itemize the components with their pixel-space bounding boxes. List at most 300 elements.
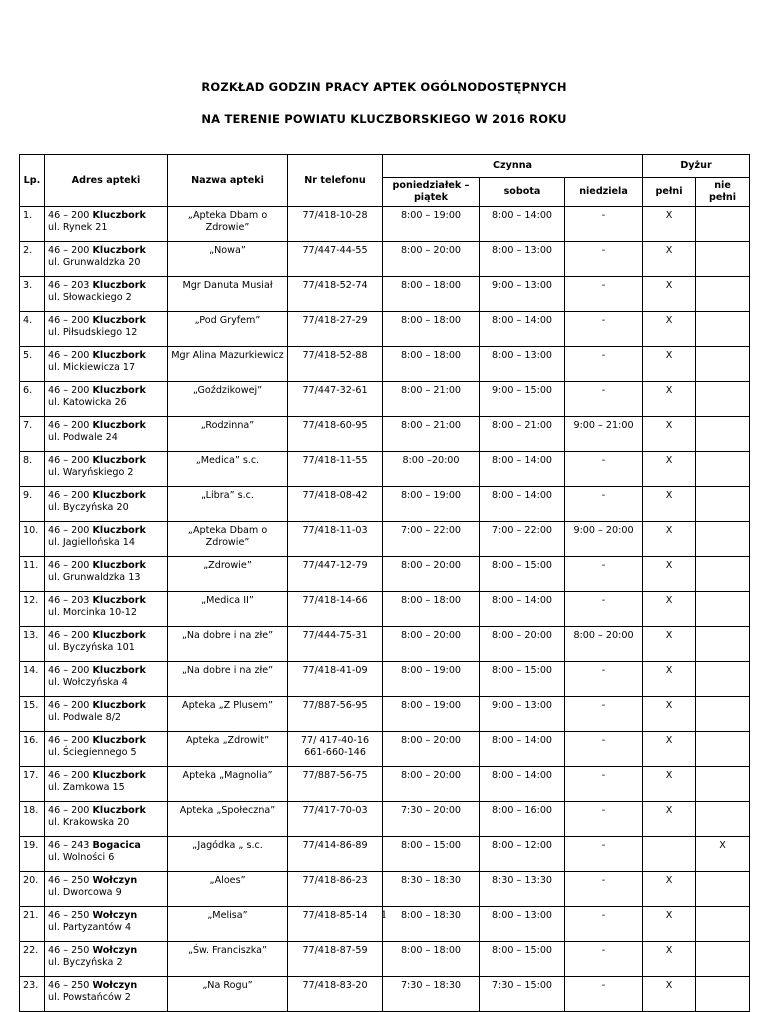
row-not-on-duty [696,592,750,627]
row-phone: 77/418-52-88 [288,347,383,382]
row-sunday-hours: - [565,837,643,872]
row-saturday-hours: 8:00 – 15:00 [480,557,565,592]
row-pharmacy-name: Mgr Danuta Musiał [168,277,288,312]
table-row [20,942,750,977]
row-phone: 77/447-32-61 [288,382,383,417]
city-name: Kluczbork [92,315,146,326]
postal-code: 46 – 200 [48,805,93,816]
row-lp: 21. [20,907,45,942]
row-saturday-hours: 9:00 – 13:00 [480,277,565,312]
row-sunday-hours: - [565,697,643,732]
row-sunday-hours: - [565,802,643,837]
row-saturday-hours: 8:30 – 13:30 [480,872,565,907]
row-address [45,522,168,557]
row-on-duty: X [643,872,696,907]
table-row [20,802,750,837]
street: ul. Podwale 24 [48,432,118,443]
row-address [45,277,168,312]
row-on-duty: X [643,907,696,942]
row-lp: 23. [20,977,45,1012]
postal-code: 46 – 250 [48,980,93,991]
row-lp: 17. [20,767,45,802]
postal-code: 46 – 200 [48,455,93,466]
row-sunday-hours: 8:00 – 20:00 [565,627,643,662]
street: ul. Krakowska 20 [48,817,130,828]
row-address [45,872,168,907]
city-name: Kluczbork [92,525,146,536]
row-pharmacy-name: „Zdrowie” [168,557,288,592]
row-pharmacy-name: „Libra” s.c. [168,487,288,522]
row-not-on-duty [696,487,750,522]
row-saturday-hours: 8:00 – 13:00 [480,242,565,277]
row-weekday-hours: 8:00 – 18:30 [383,907,480,942]
row-address [45,802,168,837]
table-row [20,872,750,907]
row-pharmacy-name: „Aloes” [168,872,288,907]
row-saturday-hours: 8:00 – 12:00 [480,837,565,872]
row-phone: 77/418-11-03 [288,522,383,557]
row-on-duty: X [643,767,696,802]
row-phone: 77/418-41-09 [288,662,383,697]
row-weekday-hours: 8:00 – 19:00 [383,662,480,697]
row-on-duty: X [643,417,696,452]
postal-code: 46 – 200 [48,735,93,746]
row-saturday-hours: 8:00 – 14:00 [480,312,565,347]
table-row [20,417,750,452]
row-on-duty [643,837,696,872]
row-lp: 14. [20,662,45,697]
postal-code: 46 – 200 [48,525,93,536]
street: ul. Mickiewicza 17 [48,362,136,373]
row-on-duty: X [643,452,696,487]
street: ul. Rynek 21 [48,222,108,233]
row-address [45,347,168,382]
row-saturday-hours: 8:00 – 14:00 [480,732,565,767]
row-sunday-hours: - [565,557,643,592]
postal-code: 46 – 200 [48,245,93,256]
row-phone: 77/418-08-42 [288,487,383,522]
row-weekday-hours: 8:00 – 21:00 [383,382,480,417]
row-weekday-hours: 8:30 – 18:30 [383,872,480,907]
row-saturday-hours: 8:00 – 20:00 [480,627,565,662]
row-pharmacy-name: „Medica” s.c. [168,452,288,487]
row-saturday-hours: 8:00 – 15:00 [480,942,565,977]
row-address [45,242,168,277]
table-row [20,767,750,802]
row-not-on-duty [696,382,750,417]
street: ul. Wołczyńska 4 [48,677,128,688]
street: ul. Powstańców 2 [48,992,131,1003]
postal-code: 46 – 200 [48,770,93,781]
street: ul. Byczyńska 2 [48,957,123,968]
row-weekday-hours: 7:00 – 22:00 [383,522,480,557]
postal-code: 46 – 200 [48,315,93,326]
row-sunday-hours: - [565,592,643,627]
row-pharmacy-name: „Św. Franciszka” [168,942,288,977]
postal-code: 46 – 200 [48,385,93,396]
postal-code: 46 – 250 [48,875,93,886]
row-on-duty: X [643,802,696,837]
row-sunday-hours: - [565,242,643,277]
city-name: Kluczbork [92,770,146,781]
row-lp: 16. [20,732,45,767]
city-name: Kluczbork [92,595,146,606]
row-address [45,417,168,452]
row-phone: 77/ 417-40-16 661-660-146 [288,732,383,767]
street: ul. Katowicka 26 [48,397,127,408]
pharmacy-table [19,154,750,1012]
row-lp: 15. [20,697,45,732]
row-phone: 77/418-14-66 [288,592,383,627]
table-row [20,452,750,487]
row-weekday-hours: 8:00 – 19:00 [383,487,480,522]
row-not-on-duty [696,417,750,452]
table-row [20,662,750,697]
table-row [20,277,750,312]
row-not-on-duty [696,942,750,977]
row-on-duty: X [643,557,696,592]
row-sunday-hours: - [565,942,643,977]
row-address [45,977,168,1012]
page-number: 1 [380,910,388,921]
postal-code: 46 – 200 [48,630,93,641]
row-not-on-duty [696,277,750,312]
row-on-duty: X [643,277,696,312]
table-row [20,347,750,382]
postal-code: 46 – 200 [48,560,93,571]
street: ul. Zamkowa 15 [48,782,125,793]
row-phone: 77/444-75-31 [288,627,383,662]
row-saturday-hours: 7:00 – 22:00 [480,522,565,557]
row-lp: 11. [20,557,45,592]
table-row [20,242,750,277]
row-lp: 3. [20,277,45,312]
postal-code: 46 – 243 [48,840,93,851]
city-name: Kluczbork [92,280,146,291]
header-duty: Dyżur [643,155,750,178]
row-weekday-hours: 8:00 – 18:00 [383,942,480,977]
row-address [45,837,168,872]
postal-code: 46 – 250 [48,945,93,956]
row-pharmacy-name: Mgr Alina Mazurkiewicz [168,347,288,382]
row-pharmacy-name: „Nowa” [168,242,288,277]
row-on-duty: X [643,697,696,732]
city-name: Kluczbork [92,630,146,641]
row-pharmacy-name: „Medica II” [168,592,288,627]
row-on-duty: X [643,662,696,697]
row-saturday-hours: 9:00 – 13:00 [480,697,565,732]
city-name: Kluczbork [92,700,146,711]
street: ul. Piłsudskiego 12 [48,327,138,338]
row-saturday-hours: 8:00 – 14:00 [480,207,565,242]
table-row [20,557,750,592]
row-pharmacy-name: „Rodzinna” [168,417,288,452]
row-lp: 2. [20,242,45,277]
row-saturday-hours: 8:00 – 14:00 [480,592,565,627]
row-pharmacy-name: „Na dobre i na złe” [168,627,288,662]
row-pharmacy-name: „Apteka Dbam o Zdrowie” [168,522,288,557]
row-sunday-hours: - [565,732,643,767]
row-sunday-hours: - [565,452,643,487]
street: ul. Partyzantów 4 [48,922,132,933]
row-lp: 19. [20,837,45,872]
header-open: Czynna [383,155,643,178]
document-subtitle: NA TERENIE POWIATU KLUCZBORSKIEGO W 2016 ROKU [201,112,567,126]
postal-code: 46 – 200 [48,700,93,711]
row-address [45,732,168,767]
table-row [20,837,750,872]
row-on-duty: X [643,487,696,522]
city-name: Kluczbork [92,210,146,221]
row-weekday-hours: 8:00 – 20:00 [383,767,480,802]
row-weekday-hours: 8:00 – 20:00 [383,557,480,592]
row-lp: 5. [20,347,45,382]
row-not-on-duty [696,522,750,557]
city-name: Wołczyn [92,910,138,921]
row-phone: 77/447-44-55 [288,242,383,277]
row-address [45,312,168,347]
row-weekday-hours: 8:00 – 15:00 [383,837,480,872]
row-saturday-hours: 7:30 – 15:00 [480,977,565,1012]
city-name: Kluczbork [92,245,146,256]
row-sunday-hours: - [565,487,643,522]
row-saturday-hours: 8:00 – 15:00 [480,662,565,697]
city-name: Wołczyn [92,980,138,991]
city-name: Wołczyn [92,945,138,956]
row-not-on-duty [696,767,750,802]
row-phone: 77/418-60-95 [288,417,383,452]
row-address [45,207,168,242]
row-saturday-hours: 8:00 – 13:00 [480,907,565,942]
street: ul. Jagiellońska 14 [48,537,136,548]
row-not-on-duty [696,312,750,347]
row-pharmacy-name: „Jagódka „ s.c. [168,837,288,872]
postal-code: 46 – 203 [48,595,93,606]
row-saturday-hours: 8:00 – 21:00 [480,417,565,452]
row-pharmacy-name: „Na dobre i na złe” [168,662,288,697]
row-phone: 77/887-56-95 [288,697,383,732]
row-not-on-duty [696,557,750,592]
row-sunday-hours: - [565,207,643,242]
row-lp: 4. [20,312,45,347]
postal-code: 46 – 200 [48,350,93,361]
postal-code: 46 – 203 [48,280,93,291]
header-address: Adres apteki [45,155,168,207]
row-address [45,592,168,627]
row-saturday-hours: 8:00 – 16:00 [480,802,565,837]
row-sunday-hours: - [565,277,643,312]
row-lp: 8. [20,452,45,487]
table-row [20,697,750,732]
row-saturday-hours: 8:00 – 14:00 [480,487,565,522]
row-on-duty: X [643,382,696,417]
row-on-duty: X [643,242,696,277]
table-row [20,732,750,767]
row-address [45,627,168,662]
row-weekday-hours: 8:00 – 19:00 [383,207,480,242]
header-not-on-duty: nie pełni [696,178,750,207]
city-name: Kluczbork [92,350,146,361]
row-saturday-hours: 9:00 – 15:00 [480,382,565,417]
row-sunday-hours: - [565,382,643,417]
row-not-on-duty [696,732,750,767]
row-pharmacy-name: Apteka „Społeczna” [168,802,288,837]
table-row [20,627,750,662]
row-on-duty: X [643,732,696,767]
street: ul. Byczyńska 20 [48,502,129,513]
row-lp: 22. [20,942,45,977]
row-sunday-hours: - [565,872,643,907]
table-row [20,382,750,417]
row-pharmacy-name: Apteka „Zdrowit” [168,732,288,767]
row-address [45,697,168,732]
row-pharmacy-name: „Melisa” [168,907,288,942]
document-title: ROZKŁAD GODZIN PRACY APTEK OGÓLNODOSTĘPNYCH [201,80,567,94]
row-weekday-hours: 8:00 – 20:00 [383,242,480,277]
row-address [45,767,168,802]
row-lp: 10. [20,522,45,557]
header-name: Nazwa apteki [168,155,288,207]
table-row [20,522,750,557]
row-saturday-hours: 8:00 – 13:00 [480,347,565,382]
row-phone: 77/418-52-74 [288,277,383,312]
row-lp: 12. [20,592,45,627]
row-lp: 7. [20,417,45,452]
row-sunday-hours: - [565,347,643,382]
row-phone: 77/418-86-23 [288,872,383,907]
table-row [20,592,750,627]
row-address [45,382,168,417]
table-row [20,977,750,1012]
city-name: Kluczbork [92,560,146,571]
row-weekday-hours: 7:30 – 18:30 [383,977,480,1012]
table-row [20,312,750,347]
row-lp: 13. [20,627,45,662]
row-lp: 6. [20,382,45,417]
row-sunday-hours: - [565,907,643,942]
row-not-on-duty [696,662,750,697]
row-not-on-duty [696,627,750,662]
row-weekday-hours: 8:00 – 19:00 [383,697,480,732]
postal-code: 46 – 200 [48,420,93,431]
street: ul. Ściegiennego 5 [48,747,137,758]
table-body [20,207,750,1012]
header-phone: Nr telefonu [288,155,383,207]
row-weekday-hours: 7:30 – 20:00 [383,802,480,837]
row-phone: 77/418-27-29 [288,312,383,347]
row-saturday-hours: 8:00 – 14:00 [480,767,565,802]
street: ul. Byczyńska 101 [48,642,135,653]
row-lp: 1. [20,207,45,242]
city-name: Kluczbork [92,420,146,431]
row-on-duty: X [643,977,696,1012]
row-pharmacy-name: „Goździkowej” [168,382,288,417]
row-phone: 77/418-11-55 [288,452,383,487]
postal-code: 46 – 250 [48,910,93,921]
row-not-on-duty: X [696,837,750,872]
row-address [45,557,168,592]
table-row [20,487,750,522]
row-weekday-hours: 8:00 – 18:00 [383,277,480,312]
row-pharmacy-name: „Apteka Dbam o Zdrowie” [168,207,288,242]
city-name: Bogacica [92,840,141,851]
row-not-on-duty [696,872,750,907]
row-phone: 77/447-12-79 [288,557,383,592]
city-name: Kluczbork [92,805,146,816]
header-weekday: poniedziałek – piątek [383,178,480,207]
row-not-on-duty [696,242,750,277]
row-phone: 77/887-56-75 [288,767,383,802]
row-lp: 18. [20,802,45,837]
row-phone: 77/418-83-20 [288,977,383,1012]
row-sunday-hours: - [565,767,643,802]
row-saturday-hours: 8:00 – 14:00 [480,452,565,487]
city-name: Wołczyn [92,875,138,886]
row-not-on-duty [696,697,750,732]
row-not-on-duty [696,347,750,382]
row-phone: 77/418-10-28 [288,207,383,242]
row-on-duty: X [643,627,696,662]
row-sunday-hours: 9:00 – 20:00 [565,522,643,557]
row-weekday-hours: 8:00 – 20:00 [383,627,480,662]
row-sunday-hours: - [565,662,643,697]
city-name: Kluczbork [92,455,146,466]
city-name: Kluczbork [92,385,146,396]
row-on-duty: X [643,207,696,242]
row-not-on-duty [696,452,750,487]
row-on-duty: X [643,592,696,627]
street: ul. Dworcowa 9 [48,887,122,898]
row-phone: 77/414-86-89 [288,837,383,872]
row-pharmacy-name: „Pod Gryfem” [168,312,288,347]
row-not-on-duty [696,802,750,837]
street: ul. Morcinka 10-12 [48,607,137,618]
row-sunday-hours: - [565,977,643,1012]
city-name: Kluczbork [92,490,146,501]
row-not-on-duty [696,207,750,242]
row-phone: 77/417-70-03 [288,802,383,837]
row-address [45,452,168,487]
row-on-duty: X [643,942,696,977]
row-weekday-hours: 8:00 – 18:00 [383,312,480,347]
row-not-on-duty [696,977,750,1012]
header-sunday: niedziela [565,178,643,207]
row-weekday-hours: 8:00 –20:00 [383,452,480,487]
row-phone: 77/418-85-14 [288,907,383,942]
row-pharmacy-name: „Na Rogu” [168,977,288,1012]
header-lp: Lp. [20,155,45,207]
row-lp: 20. [20,872,45,907]
city-name: Kluczbork [92,665,146,676]
row-on-duty: X [643,312,696,347]
row-sunday-hours: - [565,312,643,347]
row-weekday-hours: 8:00 – 21:00 [383,417,480,452]
row-address [45,487,168,522]
table-row [20,207,750,242]
row-address [45,662,168,697]
header-on-duty: pełni [643,178,696,207]
row-weekday-hours: 8:00 – 20:00 [383,732,480,767]
row-on-duty: X [643,522,696,557]
postal-code: 46 – 200 [48,210,93,221]
street: ul. Grunwaldzka 13 [48,572,141,583]
row-pharmacy-name: Apteka „Magnolia” [168,767,288,802]
row-sunday-hours: 9:00 – 21:00 [565,417,643,452]
header-saturday: sobota [480,178,565,207]
street: ul. Podwale 8/2 [48,712,122,723]
street: ul. Wolności 6 [48,852,115,863]
row-phone: 77/418-87-59 [288,942,383,977]
